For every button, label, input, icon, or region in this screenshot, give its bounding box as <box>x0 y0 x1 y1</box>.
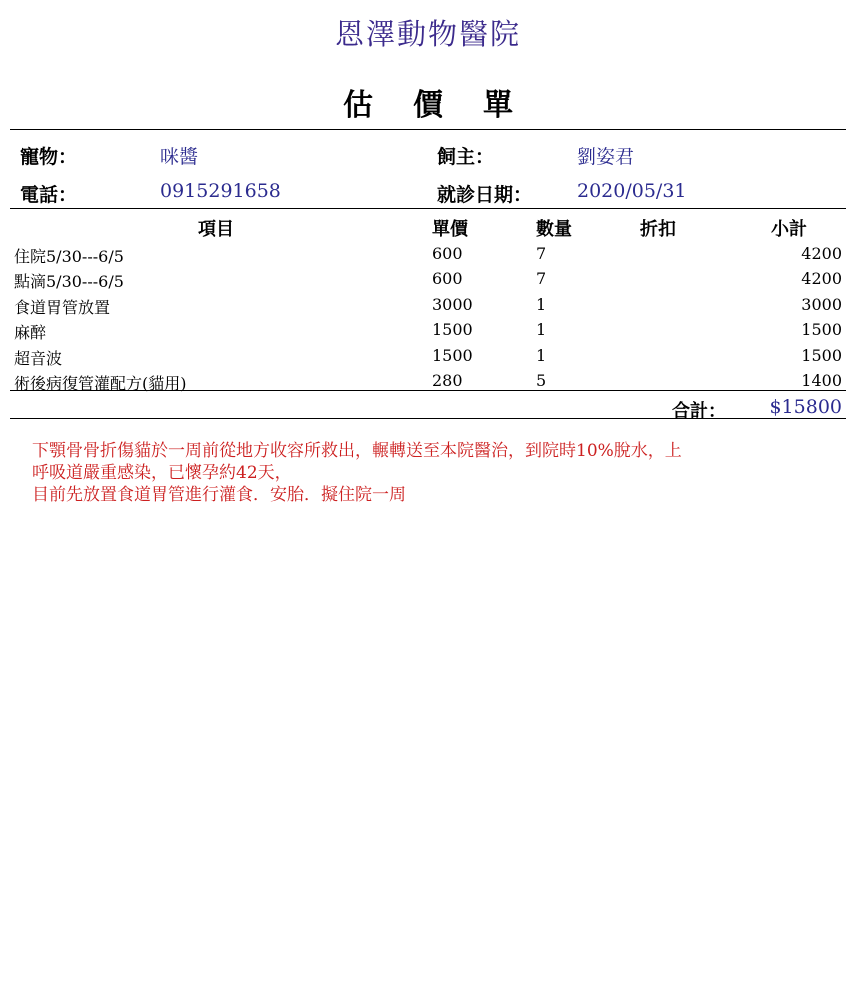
header-divider <box>10 208 846 209</box>
item-name: 點滴5/30---6/5 <box>14 272 124 291</box>
total-divider <box>10 418 846 419</box>
item-price: 1500 <box>432 346 473 365</box>
item-price: 600 <box>432 244 463 263</box>
item-price: 3000 <box>432 295 473 314</box>
items-bottom-divider <box>10 390 846 391</box>
table-row <box>0 371 856 396</box>
table-row <box>0 295 856 320</box>
item-name: 術後病復管灌配方(貓用) <box>14 374 187 393</box>
owner-label: 飼主： <box>437 146 495 168</box>
item-name: 食道胃管放置 <box>14 298 111 317</box>
pet-label: 寵物： <box>20 146 78 168</box>
item-name: 超音波 <box>14 349 63 368</box>
item-subtotal: 3000 <box>801 295 842 314</box>
item-name: 麻醉 <box>14 323 47 342</box>
table-row <box>0 346 856 371</box>
item-subtotal: 1500 <box>801 346 842 365</box>
item-price: 600 <box>432 269 463 288</box>
visit-date-label: 就診日期： <box>437 184 533 206</box>
item-subtotal: 1400 <box>801 371 842 390</box>
item-subtotal: 4200 <box>801 269 842 288</box>
hospital-name: 恩澤動物醫院 <box>334 17 521 51</box>
column-header-price: 單價 <box>432 219 468 240</box>
item-price: 280 <box>432 371 463 390</box>
item-name: 住院5/30---6/5 <box>14 247 124 266</box>
item-qty: 1 <box>536 320 547 339</box>
table-row <box>0 269 856 294</box>
table-row <box>0 320 856 345</box>
total-value: $15800 <box>769 396 842 418</box>
clinical-note-line: 下顎骨骨折傷貓於一周前從地方收容所救出，輾轉送至本院醫治，到院時10%脫水，上 <box>32 441 682 461</box>
clinical-note-line: 呼吸道嚴重感染，已懷孕約42天， <box>32 463 292 483</box>
column-header-item: 項目 <box>198 219 234 240</box>
table-row <box>0 244 856 269</box>
column-header-qty: 數量 <box>536 219 572 240</box>
phone-value: 0915291658 <box>160 180 281 202</box>
item-qty: 7 <box>536 244 547 263</box>
phone-label: 電話： <box>20 184 78 206</box>
item-qty: 1 <box>536 346 547 365</box>
total-label: 合計： <box>672 401 726 422</box>
pet-value: 咪醬 <box>160 146 199 168</box>
item-qty: 7 <box>536 269 547 288</box>
visit-date-value: 2020/05/31 <box>577 180 687 202</box>
clinical-note-line: 目前先放置食道胃管進行灌食．安胎．擬住院一周 <box>32 485 406 505</box>
column-header-discount: 折扣 <box>640 219 676 240</box>
owner-value: 劉姿君 <box>577 146 635 168</box>
clinical-note <box>32 440 832 506</box>
column-header-subtotal: 小計 <box>771 219 807 240</box>
item-qty: 5 <box>536 371 547 390</box>
document-title: 估價單 <box>343 88 553 123</box>
item-subtotal: 4200 <box>801 244 842 263</box>
item-subtotal: 1500 <box>801 320 842 339</box>
item-price: 1500 <box>432 320 473 339</box>
item-qty: 1 <box>536 295 547 314</box>
top-divider <box>10 129 846 130</box>
